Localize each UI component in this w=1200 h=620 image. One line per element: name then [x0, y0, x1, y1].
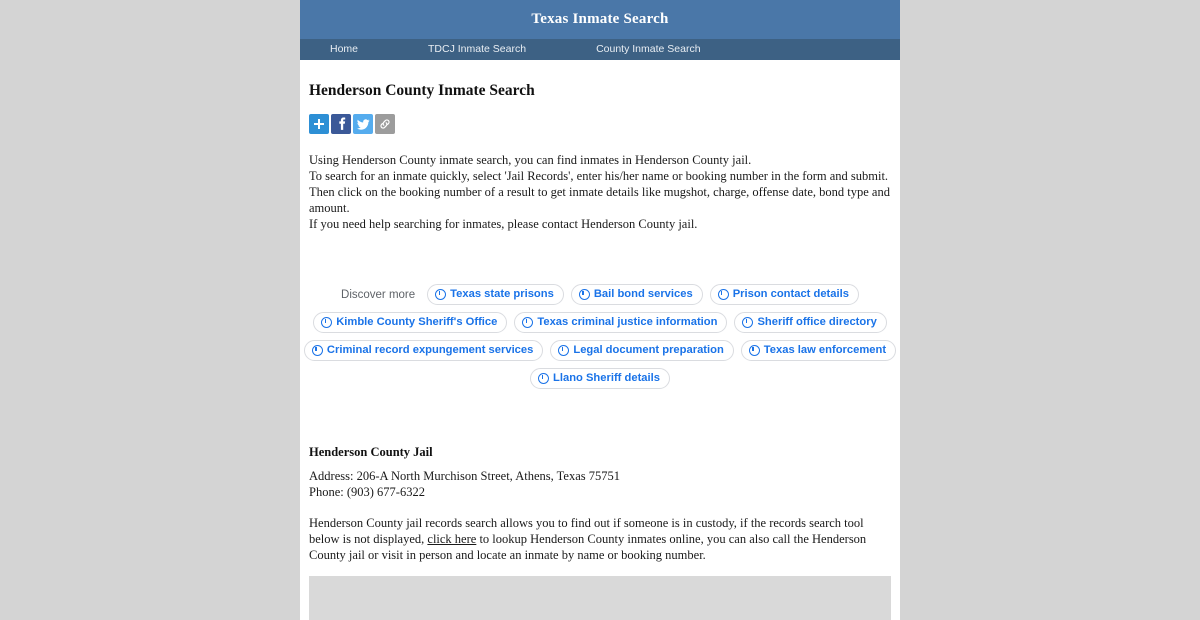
jail-phone: Phone: (903) 677-6322	[309, 485, 425, 499]
chip-label: Texas law enforcement	[763, 344, 887, 356]
chip-kimble-county-sheriffs-office[interactable]	[313, 312, 507, 333]
chip-label: Criminal record expungement services	[326, 344, 534, 356]
chip-texas-criminal-justice-information[interactable]	[514, 312, 727, 333]
intro-line-4: If you need help searching for inmates, please contact Henderson County jail.	[309, 217, 698, 231]
chip-prison-contact-details[interactable]	[710, 284, 859, 305]
chip-label: Texas state prisons	[450, 288, 554, 300]
chip-criminal-record-expungement-services[interactable]	[304, 340, 543, 361]
records-search-embed[interactable]	[309, 576, 891, 620]
plus-circle-icon	[742, 317, 753, 328]
records-text-after: to lookup Henderson County inmates online, you can also call the Henderson County jail or visit in person and locate an inmate by name or booking number.	[309, 532, 867, 562]
chip-label: Bail bond services	[593, 288, 693, 300]
plus-circle-icon	[538, 373, 549, 384]
twitter-share-icon[interactable]	[353, 114, 373, 134]
plus-circle-icon	[522, 317, 533, 328]
page-title: Henderson County Inmate Search	[309, 82, 535, 99]
main-nav	[300, 39, 900, 60]
chip-llano-sheriff-details[interactable]	[530, 368, 670, 389]
chip-label: Legal document preparation	[573, 344, 724, 356]
discover-row-1	[309, 284, 891, 305]
chip-label: Kimble County Sheriff's Office	[336, 316, 498, 328]
chip-texas-law-enforcement[interactable]	[741, 340, 896, 361]
discover-row-2	[309, 312, 891, 333]
discover-row-4	[309, 368, 891, 389]
nav-item-home[interactable]: Home	[330, 43, 359, 55]
intro-paragraph	[309, 152, 891, 232]
jail-address: Address: 206-A North Murchison Street, Athens, Texas 75751	[309, 469, 621, 483]
discover-more-label: Discover more	[341, 288, 416, 301]
plus-circle-icon	[321, 317, 332, 328]
intro-line-1: Using Henderson County inmate search, you can find inmates in Henderson County jail.	[309, 153, 752, 167]
site-header	[300, 0, 900, 39]
records-search-paragraph	[309, 515, 891, 563]
chip-bail-bond-services[interactable]	[571, 284, 703, 305]
plus-circle-icon	[435, 289, 446, 300]
addthis-share-icon[interactable]	[309, 114, 329, 134]
copy-link-icon[interactable]	[375, 114, 395, 134]
jail-name: Henderson County Jail	[309, 445, 433, 459]
records-text-before: Henderson County jail records search allows you to find out if someone is in custody, if the records search tool below is not displayed,	[309, 516, 864, 546]
plus-circle-icon	[579, 289, 590, 300]
plus-circle-icon	[312, 345, 323, 356]
site-title: Texas Inmate Search	[531, 11, 669, 27]
chip-legal-document-preparation[interactable]	[550, 340, 733, 361]
chip-sheriff-office-directory[interactable]	[734, 312, 886, 333]
discover-row-3	[309, 340, 891, 361]
share-button-group	[309, 114, 891, 134]
page-content	[300, 60, 900, 620]
nav-item-tdcj-inmate-search[interactable]: TDCJ Inmate Search	[428, 43, 527, 55]
discover-more-section	[309, 284, 891, 389]
intro-line-3: Then click on the booking number of a result to get inmate details like mugshot, charge, offense date, bond type and amount.	[309, 185, 890, 215]
page-container	[300, 0, 900, 620]
chip-label: Texas criminal justice information	[537, 316, 718, 328]
intro-line-2: To search for an inmate quickly, select 'Jail Records', enter his/her name or booking number in the form and submit.	[309, 169, 889, 183]
jail-info-section	[309, 445, 891, 620]
plus-circle-icon	[558, 345, 569, 356]
plus-circle-icon	[749, 345, 760, 356]
plus-circle-icon	[718, 289, 729, 300]
nav-item-county-inmate-search[interactable]: County Inmate Search	[596, 43, 701, 55]
discover-chip-rows	[309, 284, 891, 389]
chip-texas-state-prisons[interactable]	[427, 284, 564, 305]
facebook-share-icon[interactable]	[331, 114, 351, 134]
chip-label: Llano Sheriff details	[553, 372, 660, 384]
chip-label: Prison contact details	[732, 288, 849, 300]
records-click-here-link[interactable]: click here	[427, 532, 477, 546]
chip-label: Sheriff office directory	[757, 316, 877, 328]
